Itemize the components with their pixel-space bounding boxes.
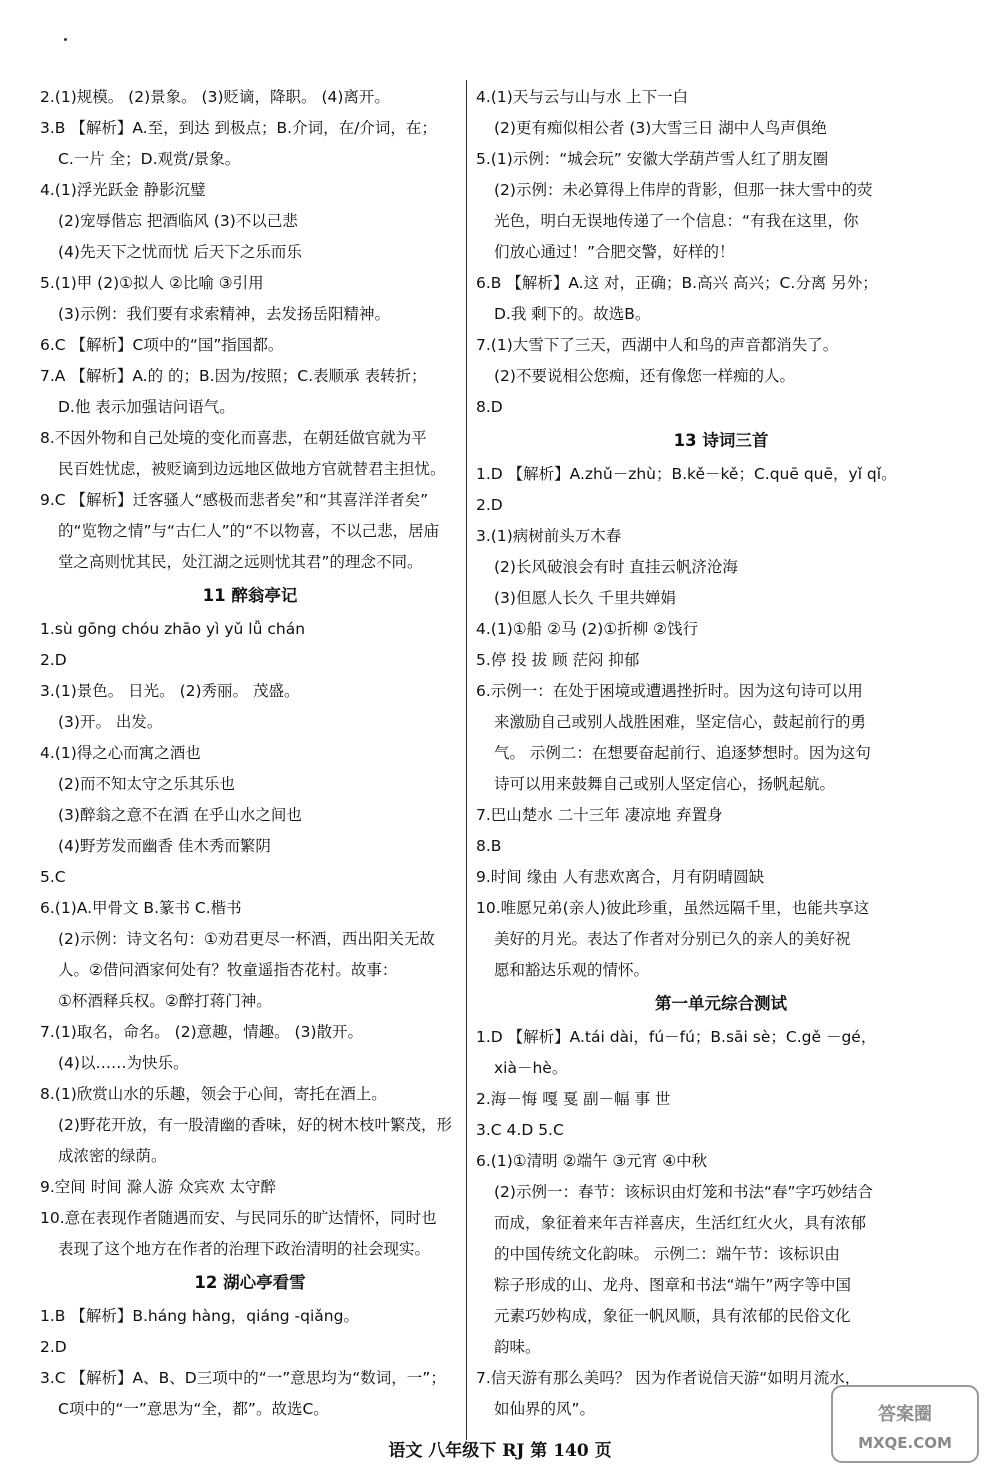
answer-line: 2.海－悔 嘎 戛 副－幅 事 世 xyxy=(476,1090,671,1108)
answer-line: 8.不因外物和自己处境的变化而喜悲，在朝廷做官就为平 xyxy=(40,429,427,447)
answer-line: 的“览物之情”与“古仁人”的“不以物喜，不以己悲，居庙 xyxy=(58,522,440,540)
answer-line: 1.D 【解析】A.zhǔ－zhù；B.kě－kě；C.quē quē，yǐ qǐ。 xyxy=(476,465,897,483)
answer-line: 来激励自己或别人战胜困难，坚定信心，鼓起前行的勇 xyxy=(494,713,867,731)
answer-line: 1.sù gōng chóu zhāo yì yǔ lǚ chán xyxy=(40,620,306,638)
answer-line: 表现了这个地方在作者的治理下政治清明的社会现实。 xyxy=(58,1240,431,1258)
answer-line: (3)但愿人长久 千里共婵娟 xyxy=(494,589,676,607)
watermark-top: 答案圈 xyxy=(878,1404,932,1425)
answer-line: (2)而不知太守之乐其乐也 xyxy=(58,775,235,793)
answer-line: 4.(1)得之心而寓之酒也 xyxy=(40,744,201,762)
answer-line: 7.A 【解析】A.的 的；B.因为/按照；C.表顺承 表转折； xyxy=(40,367,427,385)
answer-line: 2.D xyxy=(40,1338,67,1356)
answer-line: 7.巴山楚水 二十三年 凄凉地 弃置身 xyxy=(476,806,723,824)
answer-line: 3.B 【解析】A.至，到达 到极点；B.介词，在/介词，在； xyxy=(40,119,437,137)
answer-line: 9.时间 缘由 人有悲欢离合，月有阴晴圆缺 xyxy=(476,868,765,886)
answer-line: 美好的月光。表达了作者对分别已久的亲人的美好祝 xyxy=(494,930,851,948)
scan-speck xyxy=(64,38,67,41)
answer-line: 6.示例一：在处于困境或遭遇挫折时。因为这句诗可以用 xyxy=(476,682,863,700)
answer-line: 民百姓忧虑，被贬谪到边远地区做地方官就替君主担忧。 xyxy=(58,460,446,478)
answer-line: 愿和豁达乐观的情怀。 xyxy=(494,961,650,979)
answer-line: 3.(1)景色。 日光。 (2)秀丽。 茂盛。 xyxy=(40,682,300,700)
section-heading: 12 湖心亭看雪 xyxy=(194,1273,306,1292)
column-divider xyxy=(466,80,467,1440)
section-heading: 13 诗词三首 xyxy=(673,431,769,450)
answer-line: (2)野花开放，有一股清幽的香味，好的树木枝叶繁茂，形 xyxy=(58,1116,452,1134)
answer-line: 8.(1)欣赏山水的乐趣，领会于心间，寄托在酒上。 xyxy=(40,1085,387,1103)
answer-line: 10.意在表现作者随遇而安、与民同乐的旷达情怀，同时也 xyxy=(40,1209,437,1227)
watermark-logo xyxy=(830,1384,980,1464)
answer-line: 4.(1)①船 ②马 (2)①折柳 ②饯行 xyxy=(476,620,699,638)
answer-line: 10.唯愿兄弟(亲人)彼此珍重，虽然远隔千里，也能共享这 xyxy=(476,899,870,917)
answer-line: 5.(1)示例：“城会玩” 安徽大学葫芦雪人红了朋友圈 xyxy=(476,150,829,168)
answer-line: (4)先天下之忧而忧 后天下之乐而乐 xyxy=(58,243,302,261)
answer-line: (2)不要说相公您痴，还有像您一样痴的人。 xyxy=(494,367,795,385)
section-heading: 第一单元综合测试 xyxy=(655,994,787,1013)
answer-line: 的中国传统文化韵味。 示例二：端午节：该标识由 xyxy=(494,1245,840,1263)
answer-line: 8.B xyxy=(476,837,502,855)
answer-line: (2)示例：诗文名句：①劝君更尽一杯酒，西出阳关无故 xyxy=(58,930,435,948)
answer-line: 光色，明白无误地传递了一个信息：“有我在这里，你 xyxy=(494,212,859,230)
answer-line: 2.D xyxy=(476,496,503,514)
answer-line: 6.B 【解析】A.这 对，正确；B.高兴 高兴；C.分离 另外； xyxy=(476,274,878,292)
answer-line: 4.(1)天与云与山与水 上下一白 xyxy=(476,88,689,106)
answer-line: 气。 示例二：在想要奋起前行、追逐梦想时。因为这句 xyxy=(494,744,871,762)
answer-line: 们放心通过！”合肥交警，好样的！ xyxy=(494,243,735,261)
answer-line: 5.(1)甲 (2)①拟人 ②比喻 ③引用 xyxy=(40,274,264,292)
answer-line: 7.(1)大雪下了三天，西湖中人和鸟的声音都消失了。 xyxy=(476,336,839,354)
answer-line: 3.(1)病树前头万木春 xyxy=(476,527,622,545)
answer-line: (2)示例一：春节：该标识由灯笼和书法“春”字巧妙结合 xyxy=(494,1183,874,1201)
answer-line: (2)示例：未必算得上伟岸的背影，但那一抹大雪中的荧 xyxy=(494,181,873,199)
answer-line: D.我 剩下的。故选B。 xyxy=(494,305,651,323)
answer-line: 7.信天游有那么美吗？ 因为作者说信天游“如明月流水， xyxy=(476,1369,861,1387)
answer-line: 3.C 【解析】A、B、D三项中的“一”意思均为“数词，一”； xyxy=(40,1369,446,1387)
answer-line: 粽子形成的山、龙舟、图章和书法“端午”两字等中国 xyxy=(494,1276,852,1294)
section-heading: 11 醉翁亭记 xyxy=(202,586,298,605)
answer-line: 人。②借问酒家何处有？牧童遥指杏花村。故事： xyxy=(58,961,398,979)
answer-line: C.一片 全；D.观赏/景象。 xyxy=(58,150,241,168)
answer-line: (3)开。 出发。 xyxy=(58,713,163,731)
answer-line: (3)醉翁之意不在酒 在乎山水之间也 xyxy=(58,806,302,824)
answer-line: 9.空间 时间 滁人游 众宾欢 太守醉 xyxy=(40,1178,276,1196)
answer-line: 1.B 【解析】B.háng hàng，qiáng -qiǎng。 xyxy=(40,1307,359,1325)
answer-line: 韵味。 xyxy=(494,1338,541,1356)
answer-line: (4)野芳发而幽香 佳木秀而繁阴 xyxy=(58,837,271,855)
right-column xyxy=(476,82,966,1425)
answer-line: (3)示例：我们要有求索精神，去发扬岳阳精神。 xyxy=(58,305,390,323)
answer-line: 5.停 投 拔 顾 茫闷 抑郁 xyxy=(476,651,640,669)
answer-line: D.他 表示加强诘问语气。 xyxy=(58,398,235,416)
answer-line: (2)更有痴似相公者 (3)大雪三日 湖中人鸟声俱绝 xyxy=(494,119,827,137)
answer-line: 4.(1)浮光跃金 静影沉璧 xyxy=(40,181,206,199)
answer-line: 堂之高则忧其民，处江湖之远则忧其君”的理念不同。 xyxy=(58,553,423,571)
answer-line: (2)宠辱偕忘 把酒临风 (3)不以己悲 xyxy=(58,212,298,230)
answer-line: 6.(1)①清明 ②端午 ③元宵 ④中秋 xyxy=(476,1152,708,1170)
answer-line: 8.D xyxy=(476,398,503,416)
answer-line: (4)以……为快乐。 xyxy=(58,1054,189,1072)
answer-line: 7.(1)取名，命名。 (2)意趣，情趣。 (3)散开。 xyxy=(40,1023,364,1041)
answer-line: 元素巧妙构成，象征一帆风顺，具有浓郁的民俗文化 xyxy=(494,1307,851,1325)
answer-line: 1.D 【解析】A.tái dài，fú－fú；B.sāi sè；C.gě －gé， xyxy=(476,1028,877,1046)
watermark-bottom: MXQE.COM xyxy=(858,1434,952,1452)
answer-line: 诗可以用来鼓舞自己或别人坚定信心，扬帆起航。 xyxy=(494,775,836,793)
answer-line: 6.(1)A.甲骨文 B.篆书 C.楷书 xyxy=(40,899,242,917)
answer-line: 如仙界的风”。 xyxy=(494,1400,596,1418)
answer-line: 5.C xyxy=(40,868,66,886)
answer-line: (2)长风破浪会有时 直挂云帆济沧海 xyxy=(494,558,738,576)
page-footer: 语文 八年级下 RJ 第 140 页 xyxy=(388,1441,612,1461)
answer-line: ①杯酒释兵权。②醉打蒋门神。 xyxy=(58,992,272,1010)
answer-line: 2.(1)规模。 (2)景象。 (3)贬谪，降职。 (4)离开。 xyxy=(40,88,390,106)
answer-line: 6.C 【解析】C项中的“国”指国都。 xyxy=(40,336,284,354)
answer-line: 而成，象征着来年吉祥喜庆，生活红红火火，具有浓郁 xyxy=(494,1214,867,1232)
answer-line: 3.C 4.D 5.C xyxy=(476,1121,564,1139)
left-column xyxy=(40,82,460,1425)
answer-line: xià－hè。 xyxy=(494,1059,568,1077)
answer-line: C项中的“一”意思为“全，都”。故选C。 xyxy=(58,1400,329,1418)
answer-line: 2.D xyxy=(40,651,67,669)
answer-line: 9.C 【解析】迁客骚人“感极而悲者矣”和“其喜洋洋者矣” xyxy=(40,491,429,509)
answer-line: 成浓密的绿荫。 xyxy=(58,1147,167,1165)
